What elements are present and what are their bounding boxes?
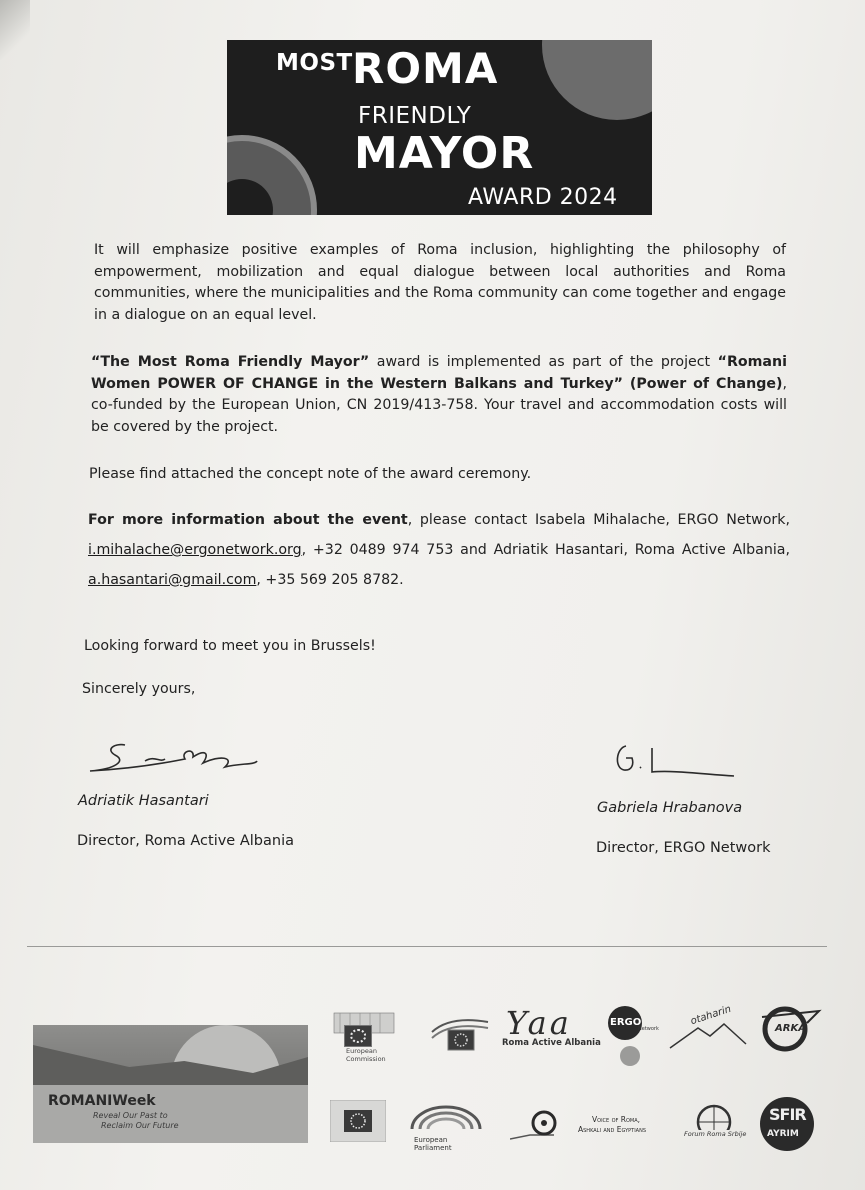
- paper-corner-shadow: [0, 0, 30, 60]
- paragraph-intro: It will emphasize positive examples of Roma inclusion, highlighting the philosophy of empowerment, mobilization and equal dialogue between local authorities and Roma communities, where the municipalities and the Roma community can come together and engage in a dialogue on an equal level.: [94, 242, 786, 324]
- romaniweek-slogan-1: Reveal Our Past to: [93, 1111, 168, 1120]
- contact-text-3: , +35 569 205 8782.: [256, 572, 404, 588]
- paragraph-project-text-2: , co-funded by the European Union, CN 2019/413-758. Your travel and accommodation costs will be covered by the project.: [91, 375, 787, 436]
- contact-heading: For more information about the event: [88, 512, 408, 528]
- ergo-network-logo: [606, 1006, 659, 1068]
- arka-text: ARKA: [775, 1023, 806, 1034]
- signature-hrabanova: [612, 738, 742, 783]
- sfir-text: SFIR: [769, 1105, 806, 1124]
- ayrim-text: AYRIM: [767, 1129, 799, 1139]
- paragraph-contact: [88, 505, 790, 595]
- mountain-icon: [668, 1012, 748, 1052]
- footer-divider: [27, 946, 827, 947]
- voice-line-1: Voice of Roma,: [592, 1115, 641, 1124]
- otaharin-logo: [668, 1004, 748, 1052]
- signatory-left-name: Adriatik Hasantari: [78, 793, 209, 809]
- raa-mark: Yaa: [506, 1004, 572, 1042]
- paragraph-project: [91, 352, 787, 439]
- banner-friendly: FRIENDLY: [358, 103, 472, 129]
- banner-award-year: AWARD 2024: [468, 185, 618, 210]
- voice-line-2: Ashkali and Egyptians: [578, 1125, 647, 1134]
- signatory-right-name: Gabriela Hrabanova: [597, 800, 743, 816]
- arka-logo: [757, 1003, 825, 1055]
- project-name: “Romani Women POWER OF CHANGE in the Western Balkans and Turkey” (Power of Change): [91, 354, 787, 392]
- paragraph-project-text-1: award is implemented as part of the project: [369, 354, 718, 370]
- parliament-hemicycle-icon: [406, 1103, 486, 1133]
- banner-mayor: MAYOR: [354, 128, 535, 179]
- roma-active-albania-logo: [502, 1004, 602, 1053]
- award-name: “The Most Roma Friendly Mayor”: [91, 354, 370, 370]
- signature-hasantari: [85, 735, 265, 780]
- eu-stars-icon: [330, 1100, 386, 1142]
- otaharin-text: otaharin: [689, 1003, 733, 1028]
- contact-text-2: , +32 0489 974 753 and Adriatik Hasantari, Roma Active Albania,: [301, 542, 790, 558]
- romaniweek-slogan-2: Reclaim Our Future: [101, 1121, 179, 1130]
- forum-wheel-icon: [684, 1100, 748, 1130]
- voice-of-roma-logo: [510, 1105, 670, 1145]
- closing-line: Looking forward to meet you in Brussels!: [84, 638, 376, 654]
- ergo-small-circle-icon: [620, 1046, 640, 1066]
- signatory-right-title: Director, ERGO Network: [596, 840, 771, 856]
- signatory-left-title: Director, Roma Active Albania: [77, 833, 294, 849]
- banner-arc-decoration: [542, 40, 652, 120]
- ergo-text: ERGO: [610, 1017, 642, 1028]
- ec-label: European Commission: [346, 1047, 386, 1063]
- romaniweek-title: ROMANIWeek: [48, 1093, 156, 1109]
- roma-wheel-icon: [227, 135, 317, 215]
- raa-label: Roma Active Albania: [502, 1038, 601, 1048]
- european-parliament-logo: [406, 1103, 486, 1152]
- paragraph-attachment: Please find attached the concept note of the award ceremony.: [89, 466, 532, 482]
- forum-roma-srbije-logo: [684, 1100, 748, 1145]
- ep-label: European Parliament: [414, 1136, 452, 1152]
- award-banner: [227, 40, 652, 215]
- banner-most: MOST: [276, 50, 353, 76]
- contact-text-1: , please contact Isabela Mihalache, ERGO Network,: [407, 512, 790, 528]
- parliament-swoosh-logo: [430, 1012, 490, 1054]
- eu-flag-logo: [330, 1100, 386, 1142]
- eu-flag-icon: [344, 1025, 372, 1047]
- ergo-suffix: Network: [638, 1026, 659, 1032]
- sfir-logo: [760, 1097, 814, 1151]
- email-link-hasantari[interactable]: a.hasantari@gmail.com: [88, 572, 257, 588]
- voice-wheel-icon: [510, 1105, 570, 1145]
- email-link-mihalache[interactable]: i.mihalache@ergonetwork.org: [88, 542, 302, 558]
- forum-label: Forum Roma Srbije: [684, 1130, 747, 1138]
- salutation: Sincerely yours,: [82, 681, 196, 697]
- banner-roma: ROMA: [352, 44, 499, 93]
- romaniweek-logo: [33, 1025, 308, 1143]
- european-commission-logo: [330, 1007, 400, 1067]
